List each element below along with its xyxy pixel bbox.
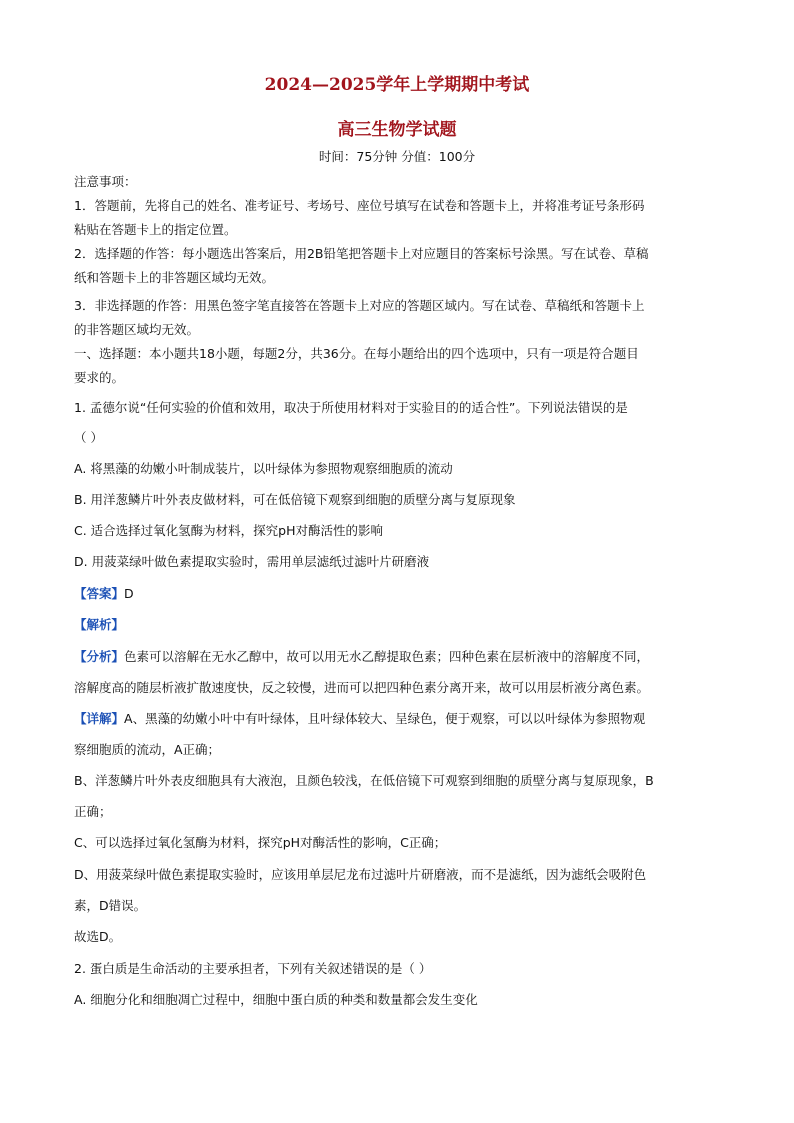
fenxi-line-2: 溶解度高的随层析液扩散速度快，反之较慢，进而可以把四种色素分离开来，故可以用层析液分离色素。 bbox=[74, 680, 650, 695]
xiangjie-c: C、可以选择过氧化氢酶为材料，探究pH对酶活性的影响，C正确； bbox=[74, 835, 447, 850]
xiangjie-a-line-2: 察细胞质的流动，A正确； bbox=[74, 742, 221, 757]
xiangjie-d-line-2: 素，D错误。 bbox=[74, 898, 147, 913]
question-2-option-a: A. 细胞分化和细胞凋亡过程中，细胞中蛋白质的种类和数量都会发生变化 bbox=[74, 992, 478, 1007]
question-1-stem-line-1: 1. 孟德尔说“任何实验的价值和效用，取决于所使用材料对于实验目的的适合性”。下列说法错误的是 bbox=[74, 400, 628, 415]
question-1-option-d: D. 用菠菜绿叶做色素提取实验时，需用单层滤纸过滤叶片研磨液 bbox=[74, 554, 430, 569]
exam-meta: 时间：75分钟 分值：100分 bbox=[318, 149, 476, 164]
question-1-option-a: A. 将黑藻的幼嫩小叶制成装片，以叶绿体为参照物观察细胞质的流动 bbox=[74, 461, 453, 476]
answer-value: D bbox=[124, 586, 134, 601]
notice-heading: 注意事项： bbox=[74, 174, 137, 189]
notice-item-2-line-1: 2．选择题的作答：每小题选出答案后，用2B铅笔把答题卡上对应题目的答案标号涂黑。写在试卷、草稿 bbox=[74, 246, 649, 261]
question-1-option-c: C. 适合选择过氧化氢酶为材料，探究pH对酶活性的影响 bbox=[74, 523, 384, 538]
fenxi-text-1: 色素可以溶解在无水乙醇中，故可以用无水乙醇提取色素；四种色素在层析液中的溶解度不同， bbox=[124, 649, 650, 664]
section-intro-line-1: 一、选择题：本小题共18小题，每题2分，共36分。在每小题给出的四个选项中，只有一项是符合题目 bbox=[74, 346, 639, 361]
question-1-option-b: B. 用洋葱鳞片叶外表皮做材料，可在低倍镜下观察到细胞的质壁分离与复原现象 bbox=[74, 492, 516, 507]
analysis-row bbox=[74, 617, 724, 633]
notice-item-1-line-1: 1．答题前，先将自己的姓名、准考证号、考场号、座位号填写在试卷和答题卡上，并将准考证号条形码 bbox=[74, 198, 645, 213]
section-intro-line-2: 要求的。 bbox=[74, 370, 125, 385]
analysis-tag: 【解析】 bbox=[74, 617, 125, 632]
exam-subtitle: 高三生物学试题 bbox=[337, 120, 457, 140]
fenxi-tag: 【分析】 bbox=[74, 649, 125, 664]
xiangjie-b-line-1: B、洋葱鳞片叶外表皮细胞具有大液泡，且颜色较浅，在低倍镜下可观察到细胞的质壁分离与复原现象，B bbox=[74, 773, 654, 788]
exam-title: 2024—2025学年上学期期中考试 bbox=[264, 75, 530, 95]
xiangjie-a-text-1: A、黑藻的幼嫩小叶中有叶绿体，且叶绿体较大、呈绿色，便于观察，可以以叶绿体为参照物观 bbox=[124, 711, 646, 726]
answer-row bbox=[74, 586, 724, 602]
xiangjie-a-line-1 bbox=[74, 711, 724, 727]
notice-item-2-line-2: 纸和答题卡上的非答题区域均无效。 bbox=[74, 270, 275, 285]
notice-item-3-line-2: 的非答题区域均无效。 bbox=[74, 322, 200, 337]
xiangjie-b-line-2: 正确； bbox=[74, 804, 112, 819]
notice-item-3-line-1: 3．非选择题的作答：用黑色签字笔直接答在答题卡上对应的答题区域内。写在试卷、草稿纸和答题卡上 bbox=[74, 298, 645, 313]
answer-tag: 【答案】 bbox=[74, 586, 125, 601]
conclusion: 故选D。 bbox=[74, 929, 122, 944]
question-2-stem: 2. 蛋白质是生命活动的主要承担者，下列有关叙述错误的是（ ） bbox=[74, 961, 432, 976]
xiangjie-tag: 【详解】 bbox=[74, 711, 125, 726]
fenxi-line-1 bbox=[74, 649, 724, 665]
notice-item-1-line-2: 粘贴在答题卡上的指定位置。 bbox=[74, 222, 237, 237]
xiangjie-d-line-1: D、用菠菜绿叶做色素提取实验时，应该用单层尼龙布过滤叶片研磨液，而不是滤纸，因为滤纸会吸附色 bbox=[74, 867, 647, 882]
question-1-stem-line-2: （ ） bbox=[74, 430, 103, 445]
